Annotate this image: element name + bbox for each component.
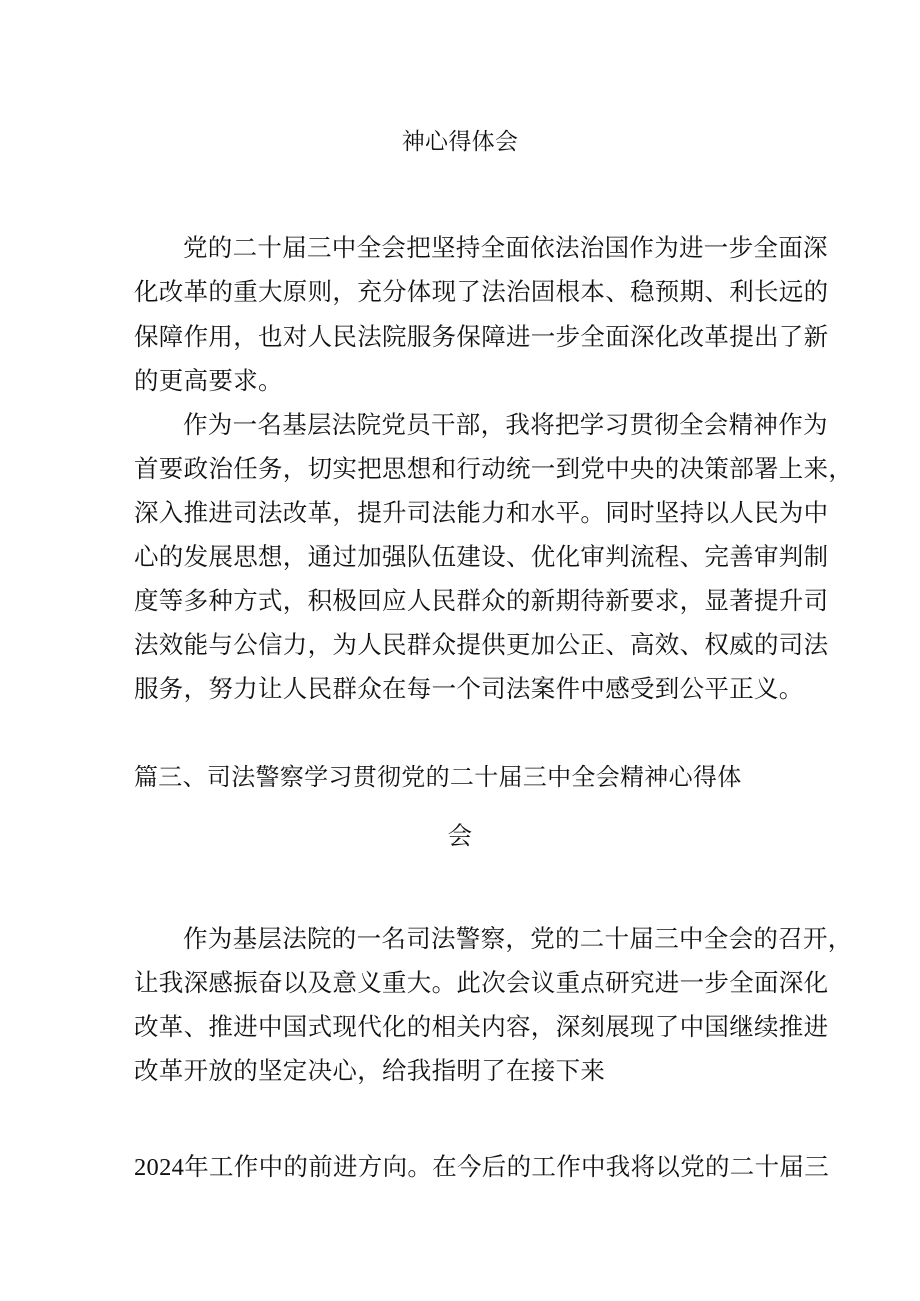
paragraph-3-line-2: 让我深感振奋以及意义重大。此次会议重点研究进一步全面深化 [134, 968, 829, 997]
page-title-fragment: 神心得体会 [401, 129, 519, 155]
paragraph-3-line-4: 改革开放的坚定决心，给我指明了在接下来 [134, 1056, 606, 1085]
paragraph-1-line-1: 党的二十届三中全会把坚持全面依法治国作为进一步全面深 [183, 233, 828, 262]
paragraph-4-line-1 [134, 1151, 829, 1184]
paragraph-3-line-1: 作为基层法院的一名司法警察，党的二十届三中全会的召开， [183, 924, 853, 953]
paragraph-2-line-2: 首要政治任务，切实把思想和行动统一到党中央的决策部署上来， [134, 454, 854, 483]
section-heading: 篇三、司法警察学习贯彻党的二十届三中全会精神心得体 [134, 763, 742, 791]
paragraph-2-line-3: 深入推进司法改革，提升司法能力和水平。同时坚持以人民为中 [134, 498, 829, 527]
paragraph-2-line-1: 作为一名基层法院党员干部，我将把学习贯彻全会精神作为 [183, 410, 828, 439]
paragraph-2-line-5: 度等多种方式，积极回应人民群众的新期待新要求，显著提升司 [134, 586, 829, 615]
paragraph-1-line-3: 保障作用，也对人民法院服务保障进一步全面深化改革提出了新 [134, 322, 829, 351]
paragraph-3-line-3: 改革、推进中国式现代化的相关内容，深刻展现了中国继续推进 [134, 1012, 829, 1041]
paragraph-1-line-4: 的更高要求。 [134, 366, 283, 395]
section-heading-continuation: 会 [447, 821, 473, 850]
paragraph-2-line-6: 法效能与公信力，为人民群众提供更加公正、高效、权威的司法 [134, 630, 829, 659]
paragraph-1-line-2: 化改革的重大原则，充分体现了法治固根本、稳预期、利长远的 [134, 277, 829, 306]
year-text: 2024 [134, 1154, 185, 1181]
paragraph-4-text: 年工作中的前进方向。在今后的工作中我将以党的二十届三 [184, 1152, 829, 1181]
paragraph-2-line-7: 服务，努力让人民群众在每一个司法案件中感受到公平正义。 [134, 674, 804, 703]
paragraph-2-line-4: 心的发展思想，通过加强队伍建设、优化审判流程、完善审判制 [134, 542, 829, 571]
